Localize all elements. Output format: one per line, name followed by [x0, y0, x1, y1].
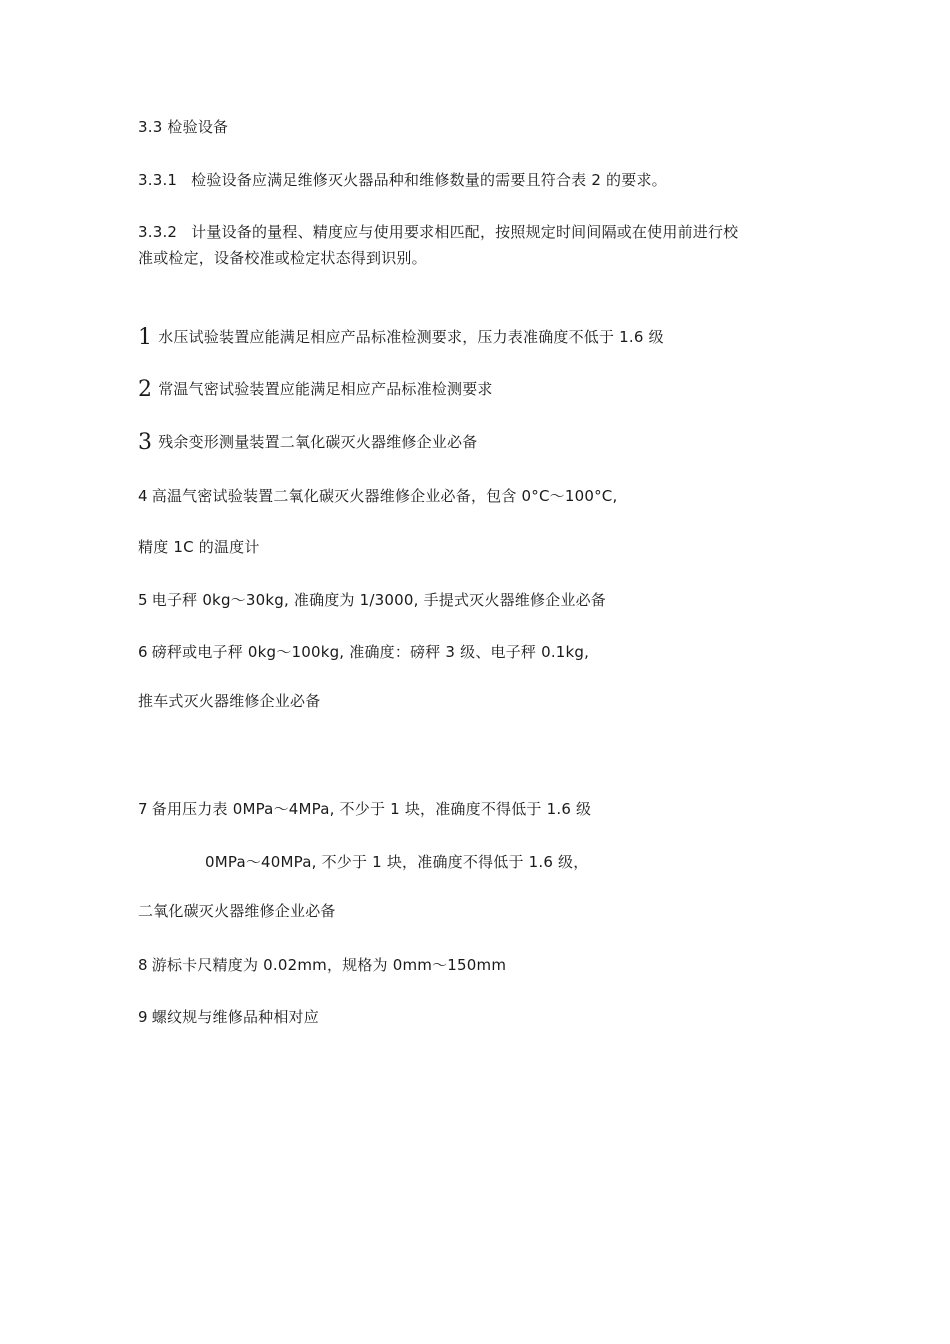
list-item-7-continuation [138, 900, 336, 922]
item-text: 残余变形测量装置二氧化碳灭火器维修企业必备 [158, 433, 478, 451]
section-heading-text: 3.3 检验设备 [138, 118, 229, 136]
list-item-7-sub [205, 851, 588, 873]
item-text: 电子秤 0kg～30kg, 准确度为 1/3000, 手提式灭火器维修企业必备 [151, 591, 606, 609]
item-text: 精度 1C 的温度计 [138, 538, 260, 556]
list-item-1 [138, 326, 664, 349]
item-text: 螺纹规与维修品种相对应 [151, 1008, 319, 1026]
item-number: 2 [138, 377, 153, 402]
list-item-7 [138, 798, 591, 820]
item-text: 二氧化碳灭火器维修企业必备 [138, 902, 336, 920]
item-text: 水压试验装置应能满足相应产品标准检测要求，压力表准确度不低于 1.6 级 [158, 328, 664, 346]
clause-number: 3.3.1 [138, 171, 178, 189]
section-heading [138, 116, 228, 138]
item-number: 6 [138, 643, 148, 661]
item-number: 5 [138, 591, 148, 609]
item-text: 高温气密试验装置二氧化碳灭火器维修企业必备，包含 0°C～100°C, [151, 487, 618, 505]
item-text: 常温气密试验装置应能满足相应产品标准检测要求 [158, 380, 493, 398]
item-number: 4 [138, 487, 148, 505]
clause-number: 3.3.2 [138, 223, 178, 241]
list-item-8 [138, 954, 506, 976]
item-text: 备用压力表 0MPa～4MPa, 不少于 1 块，准确度不得低于 1.6 级 [151, 800, 592, 818]
list-item-6 [138, 641, 589, 663]
clause-text: 计量设备的量程、精度应与使用要求相匹配，按照规定时间间隔或在使用前进行校 [191, 223, 739, 241]
list-item-9 [138, 1006, 319, 1028]
paragraph-3-3-2-line1 [138, 221, 738, 243]
item-number: 1 [138, 325, 153, 350]
list-item-4 [138, 485, 617, 507]
item-text: 推车式灭火器维修企业必备 [138, 692, 321, 710]
item-text: 0MPa～40MPa, 不少于 1 块，准确度不得低于 1.6 级， [205, 853, 589, 871]
list-item-6-continuation [138, 690, 320, 712]
clause-text: 检验设备应满足维修灭火器品种和维修数量的需要且符合表 2 的要求。 [191, 171, 667, 189]
paragraph-3-3-2-line2 [138, 247, 427, 269]
list-item-4-continuation [138, 536, 260, 558]
list-item-2 [138, 378, 493, 401]
item-number: 9 [138, 1008, 148, 1026]
paragraph-3-3-1 [138, 169, 667, 191]
item-text: 磅秤或电子秤 0kg～100kg, 准确度：磅秤 3 级、电子秤 0.1kg, [151, 643, 590, 661]
item-number: 3 [138, 430, 153, 455]
list-item-3 [138, 431, 477, 454]
list-item-5 [138, 589, 606, 611]
clause-text: 准或检定，设备校准或检定状态得到识别。 [138, 249, 427, 267]
item-number: 7 [138, 800, 148, 818]
item-text: 游标卡尺精度为 0.02mm，规格为 0mm～150mm [151, 956, 507, 974]
item-number: 8 [138, 956, 148, 974]
